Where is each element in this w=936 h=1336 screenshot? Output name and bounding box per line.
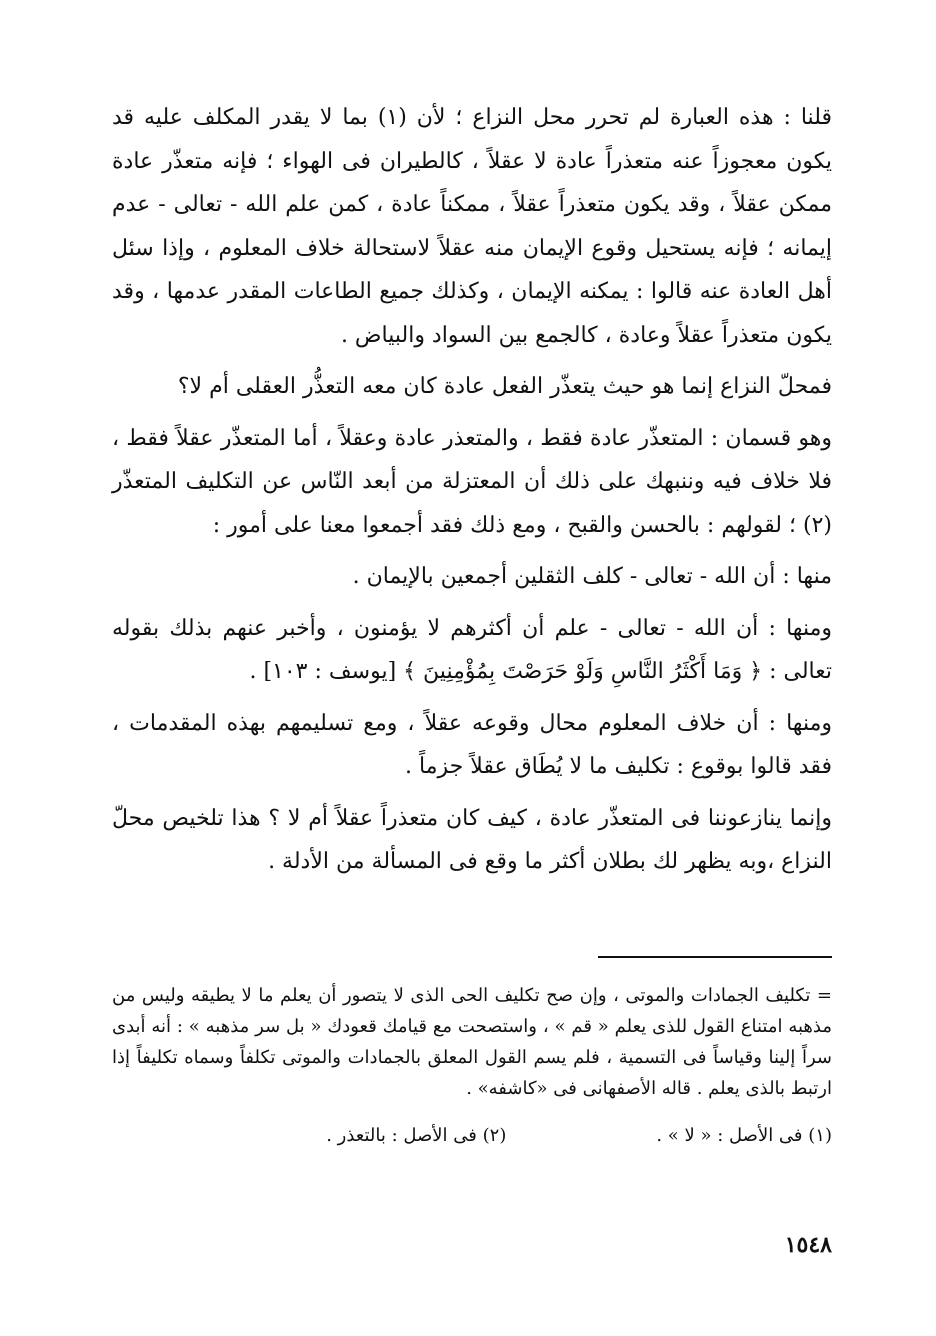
footnote-continuation: = تكليف الجمادات والموتى ، وإن صح تكليف الحى الذى لا يتصور أن يعلم ما لا يطيقه وليس من مذهبه امتناع القول للذى يعلم « قم » ، واستصحت مع قيامك قعودك « بل سر مذهبه » : أنه أبدى سراً إلينا وقياساً فى التسمية ، فلم يسم القول المعلق بالجمادات والموتى تكلفاً وسماه تكليفاً إذا ارتبط بالذى يعلم . قاله الأصفهانى فى «كاشفه» . xyxy=(112,985,832,1099)
footnotes xyxy=(112,980,832,1151)
page-number: ١٥٤٨ xyxy=(784,1232,832,1258)
footnote-row xyxy=(112,1120,832,1151)
paragraph-2: فمحلّ النزاع إنما هو حيث يتعذّر الفعل عادة كان معه التعذُّر العقلى أم لا؟ xyxy=(177,374,832,399)
paragraph-5: ومنها : أن الله - تعالى - علم أن أكثرهم لا يؤمنون ، وأخبر عنهم بذلك بقوله تعالى : ﴿ وَمَا أَكْثَرُ النَّاسِ وَلَوْ حَرَصْتَ بِمُؤْمِنِينَ ﴾ [يوسف : ١٠٣] . xyxy=(112,615,832,684)
footnote-divider xyxy=(598,956,832,958)
paragraph-6: ومنها : أن خلاف المعلوم محال وقوعه عقلاً ، ومع تسليمهم بهذه المقدمات ، فقد قالوا بوقوع : تكليف ما لا يُطَاق عقلاً جزماً . xyxy=(112,710,832,779)
paragraph-1: قلنا : هذه العبارة لم تحرر محل النزاع ؛ لأن (١) بما لا يقدر المكلف عليه قد يكون معجوزاً عنه متعذراً عادة لا عقلاً ، كالطيران فى الهواء ؛ فإنه متعذّر عادة ممكن عقلاً ، وقد يكون متعذراً عقلاً ، ممكناً عادة ، كمن علم الله - تعالى - عدم إيمانه ؛ فإنه يستحيل وقوع الإيمان منه عقلاً لاستحالة خلاف المعلوم ، وإذا سئل أهل العادة عنه قالوا : يمكنه الإيمان ، وكذلك جميع الطاعات المقدر عدمها ، وقد يكون متعذراً عقلاً وعادة ، كالجمع بين السواد والبياض . xyxy=(112,105,833,348)
footnote-2: (٢) فى الأصل : بالتعذر . xyxy=(326,1125,507,1146)
paragraph-4: منها : أن الله - تعالى - كلف الثقلين أجمعين بالإيمان . xyxy=(352,564,832,589)
paragraph-3: وهو قسمان : المتعذّر عادة فقط ، والمتعذر عادة وعقلاً ، أما المتعذّر عقلاً فقط ، فلا خلاف فيه وننبهك على ذلك أن المعتزلة من أبعد النّاس عن التكليف المتعذّر (٢) ؛ لقولهم : بالحسن والقبح ، ومع ذلك فقد أجمعوا معنا على أمور : xyxy=(112,425,832,538)
paragraph-7: وإنما ينازعوننا فى المتعذّر عادة ، كيف كان متعذراً عقلاً أم لا ؟ هذا تلخيص محلّ النزاع ،وبه يظهر لك بطلان أكثر ما وقع فى المسألة من الأدلة . xyxy=(112,805,832,874)
main-text xyxy=(112,96,832,892)
footnote-1: (١) فى الأصل : « لا » . xyxy=(656,1125,832,1146)
